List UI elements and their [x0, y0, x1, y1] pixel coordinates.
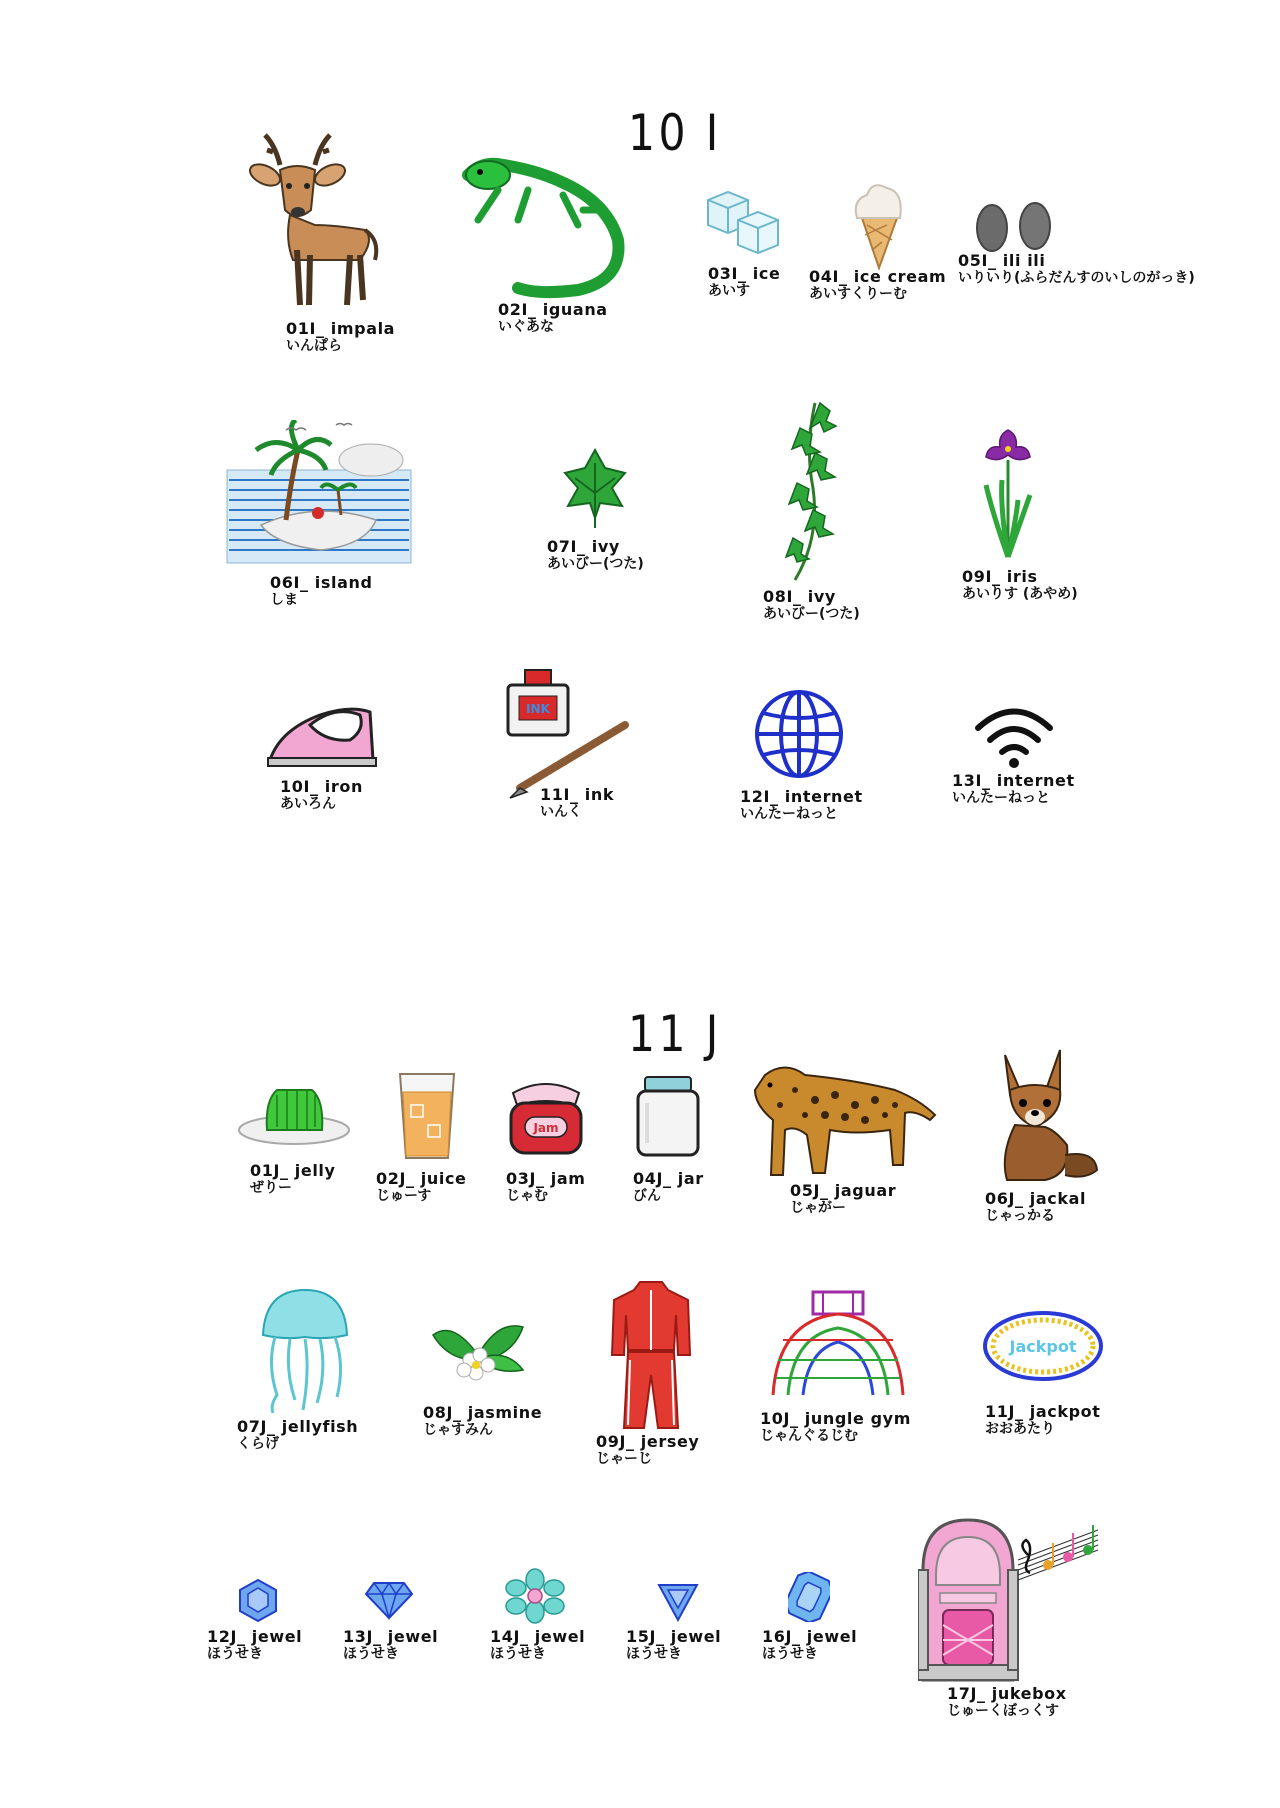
item-caption	[343, 1628, 438, 1662]
item-kana: あいびー(つた)	[763, 606, 860, 623]
item-caption	[763, 588, 860, 622]
item-caption	[270, 574, 373, 608]
item-kana: ほうせき	[343, 1646, 399, 1663]
item-code: 14J_ jewel	[490, 1627, 586, 1646]
item-code: 10J_ jungle gym	[760, 1409, 911, 1428]
item-caption	[952, 772, 1075, 806]
item-code: 04I_ ice cream	[809, 267, 947, 286]
item-code: 03I_ ice	[708, 264, 781, 283]
item-caption	[947, 1685, 1067, 1719]
iron-icon	[265, 700, 380, 768]
jasmine-icon	[428, 1315, 530, 1390]
impala-icon	[245, 130, 395, 310]
item-caption	[250, 1162, 336, 1196]
item-code: 07J_ jellyfish	[237, 1417, 359, 1436]
item-caption	[286, 320, 395, 354]
item-code: 13J_ jewel	[343, 1627, 439, 1646]
section-title-j: 11 J	[628, 1005, 722, 1063]
item-kana: あいりす (あやめ)	[962, 586, 1078, 603]
item-code: 13I_ internet	[952, 771, 1075, 790]
item-caption	[490, 1628, 585, 1662]
ili-ili-stones-icon	[970, 200, 1060, 255]
ice-cream-icon	[852, 180, 907, 270]
item-kana: いんく	[540, 804, 582, 821]
jam-label: Jam	[533, 1121, 559, 1135]
item-code: 12I_ internet	[740, 787, 863, 806]
item-kana: ほうせき	[490, 1646, 546, 1663]
item-caption	[962, 568, 1078, 602]
item-kana: いんたーねっと	[740, 806, 838, 823]
item-kana: ほうせき	[626, 1646, 682, 1663]
jewel-flower-icon	[504, 1568, 566, 1624]
ivy-vine-icon	[775, 398, 845, 583]
item-caption	[762, 1628, 857, 1662]
item-code: 09J_ jersey	[596, 1432, 700, 1451]
item-code: 05J_ jaguar	[790, 1181, 897, 1200]
jam-jar-icon	[505, 1075, 587, 1157]
item-kana: じゃがー	[790, 1200, 846, 1217]
item-kana: ほうせき	[207, 1646, 263, 1663]
item-kana: じゅーす	[376, 1188, 432, 1205]
ice-cubes-icon	[703, 190, 783, 260]
item-code: 03J_ jam	[506, 1169, 586, 1188]
item-code: 01J_ jelly	[250, 1161, 336, 1180]
jackpot-icon	[982, 1310, 1104, 1382]
item-caption	[423, 1404, 542, 1438]
item-code: 06J_ jackal	[985, 1189, 1087, 1208]
item-caption	[506, 1170, 586, 1204]
item-kana: ほうせき	[762, 1646, 818, 1663]
item-kana: じゃすみん	[423, 1422, 493, 1439]
ink-label: INK	[526, 702, 550, 716]
item-caption	[985, 1403, 1101, 1437]
item-code: 04J_ jar	[633, 1169, 704, 1188]
item-kana: いりいり(ふらだんすのいしのがっき)	[958, 270, 1195, 287]
item-code: 05I_ ili ili	[958, 251, 1046, 270]
jar-icon	[635, 1075, 701, 1157]
item-code: 08I_ ivy	[763, 587, 836, 606]
item-kana: ぜりー	[250, 1180, 292, 1197]
jackpot-label: Jackpot	[1009, 1337, 1077, 1356]
jewel-diamond-icon	[364, 1580, 414, 1620]
juice-glass-icon	[396, 1070, 458, 1162]
item-code: 11J_ jackpot	[985, 1402, 1101, 1421]
item-kana: くらげ	[237, 1436, 279, 1453]
jellyfish-icon	[255, 1285, 355, 1415]
item-kana: びん	[633, 1188, 661, 1205]
jersey-icon	[610, 1280, 692, 1430]
item-caption	[547, 538, 644, 572]
item-code: 09I_ iris	[962, 567, 1038, 586]
item-caption	[596, 1433, 699, 1467]
item-kana: じゃむ	[506, 1188, 548, 1205]
item-caption	[708, 265, 780, 299]
jewel-hexagon-icon	[237, 1578, 279, 1623]
jewel-emerald-icon	[788, 1572, 830, 1622]
item-caption	[540, 786, 614, 820]
jungle-gym-icon	[768, 1290, 908, 1400]
item-kana: あいす	[708, 283, 750, 300]
item-code: 16J_ jewel	[762, 1627, 858, 1646]
item-caption	[809, 268, 946, 302]
item-code: 12J_ jewel	[207, 1627, 303, 1646]
item-code: 01I_ impala	[286, 319, 396, 338]
item-code: 06I_ island	[270, 573, 373, 592]
item-code: 15J_ jewel	[626, 1627, 722, 1646]
item-kana: いぐあな	[498, 319, 554, 336]
item-code: 02J_ juice	[376, 1169, 467, 1188]
item-kana: いんたーねっと	[952, 790, 1050, 807]
jewel-trillion-icon	[656, 1580, 700, 1622]
item-code: 08J_ jasmine	[423, 1403, 543, 1422]
item-code: 02I_ iguana	[498, 300, 608, 319]
item-kana: じゃーじ	[596, 1451, 652, 1468]
item-caption	[207, 1628, 302, 1662]
globe-icon	[753, 688, 845, 780]
item-caption	[376, 1170, 466, 1204]
item-kana: いんぱら	[286, 338, 342, 355]
item-kana: じゅーくぼっくす	[947, 1703, 1059, 1720]
iguana-icon	[458, 150, 638, 300]
item-caption	[633, 1170, 704, 1204]
item-code: 11I_ ink	[540, 785, 615, 804]
item-code: 07I_ ivy	[547, 537, 620, 556]
item-code: 10I_ iron	[280, 777, 363, 796]
item-kana: あいびー(つた)	[547, 556, 644, 573]
item-kana: じゃっかる	[985, 1208, 1055, 1225]
section-title-i: 10 I	[628, 104, 722, 162]
ivy-leaf-icon	[560, 448, 630, 530]
island-icon	[226, 420, 412, 565]
item-kana: あいろん	[280, 796, 336, 813]
item-caption	[280, 778, 363, 812]
item-kana: じゃんぐるじむ	[760, 1428, 858, 1445]
ink-bottle-pen-icon	[505, 668, 635, 800]
jaguar-icon	[745, 1055, 940, 1180]
jukebox-icon	[918, 1515, 1108, 1685]
item-kana: あいすくりーむ	[809, 286, 907, 303]
item-caption	[958, 252, 1195, 286]
item-caption	[760, 1410, 911, 1444]
jackal-icon	[985, 1045, 1100, 1185]
item-caption	[626, 1628, 721, 1662]
item-caption	[790, 1182, 896, 1216]
item-caption	[985, 1190, 1086, 1224]
item-code: 17J_ jukebox	[947, 1684, 1067, 1703]
item-kana: しま	[270, 592, 298, 609]
item-caption	[498, 301, 608, 335]
item-kana: おおあたり	[985, 1421, 1055, 1438]
iris-flower-icon	[978, 425, 1038, 560]
item-caption	[237, 1418, 358, 1452]
jelly-icon	[237, 1085, 352, 1145]
wifi-icon	[972, 700, 1056, 770]
item-caption	[740, 788, 863, 822]
